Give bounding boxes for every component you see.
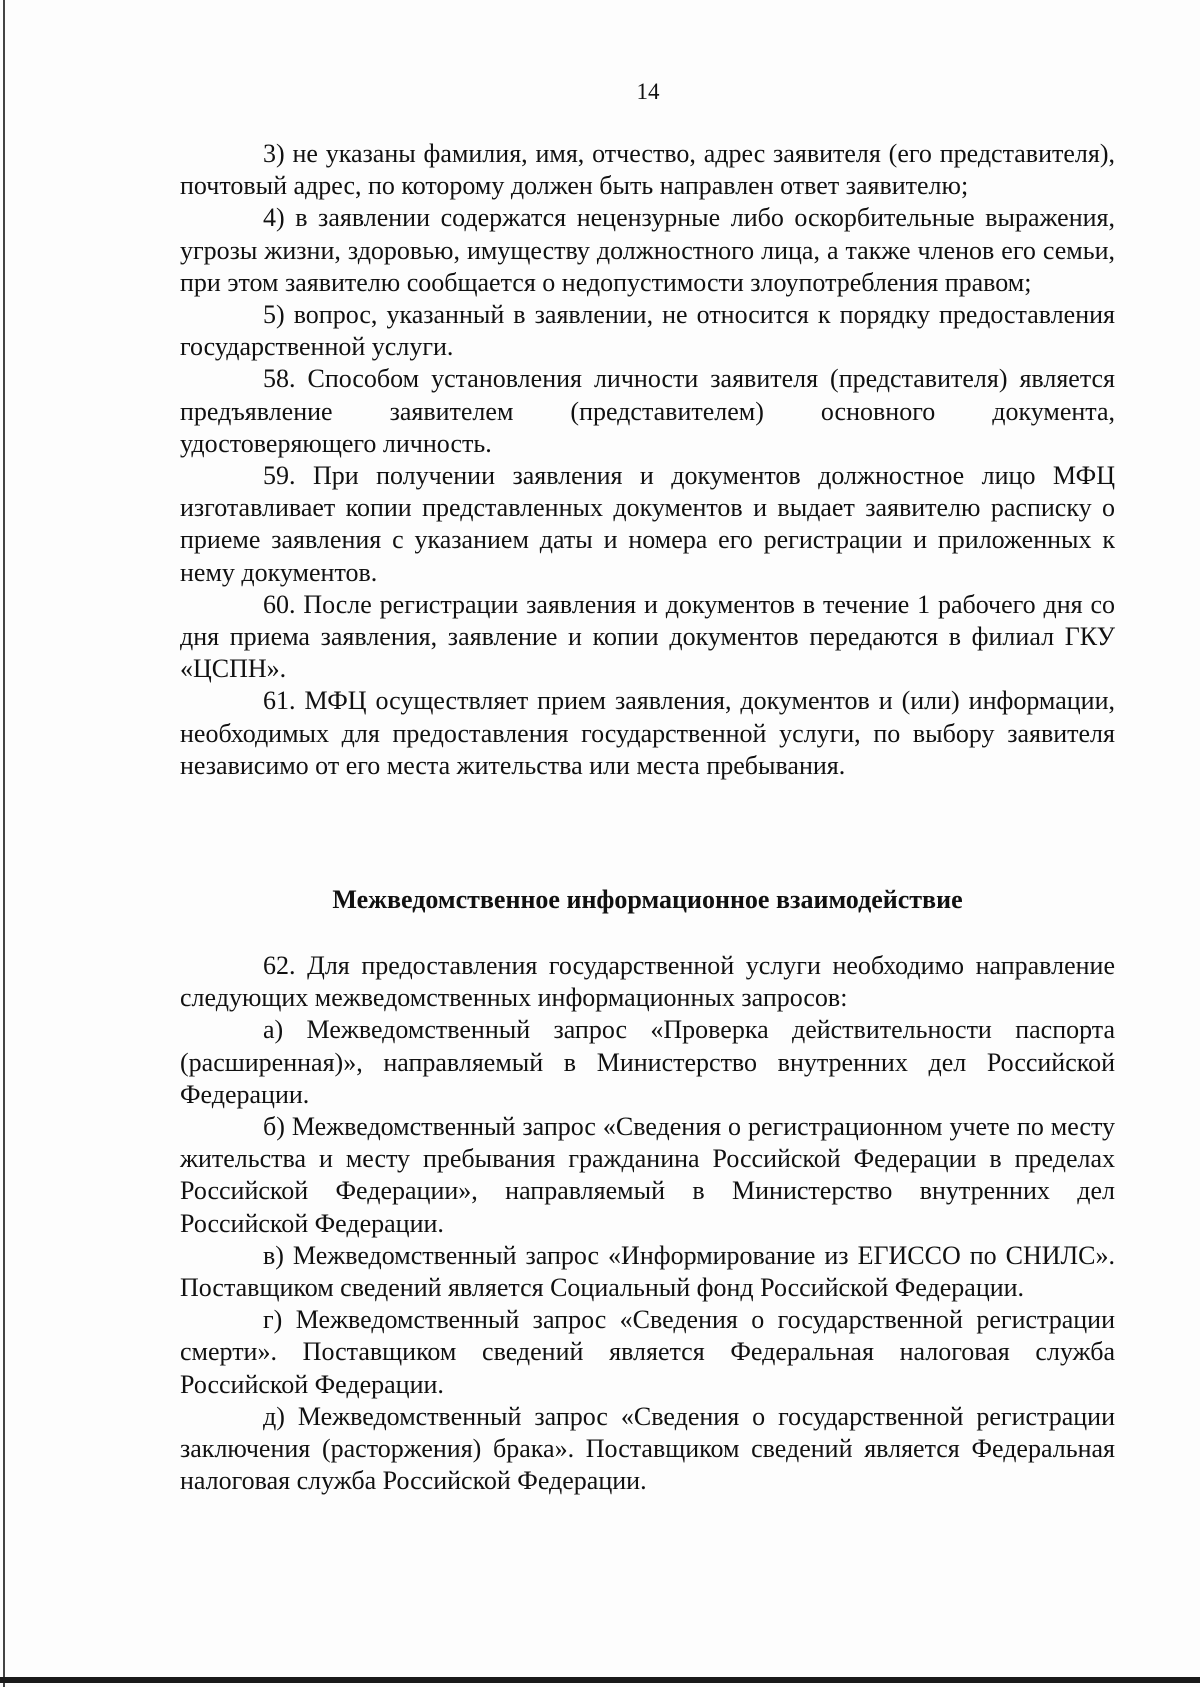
paragraph-62-v: в) Межведомственный запрос «Информирование из ЕГИССО по СНИЛС». Поставщиком сведений является Социальный фонд Российской Федерации. — [180, 1240, 1115, 1303]
section-heading: Межведомственное информационное взаимодействие — [332, 885, 963, 914]
scan-edge-bottom — [0, 1677, 1200, 1683]
paragraph-62-b: б) Межведомственный запрос «Сведения о регистрационном учете по месту жительства и месту пребывания гражданина Российской Федерации в пределах Российской Федерации», направляемый в Министерство внутренних дел Российской Федерации. — [180, 1112, 1115, 1238]
paragraph-59: 59. При получении заявления и документов должностное лицо МФЦ изготавливает копии представленных документов и выдает заявителю расписку о приеме заявления с указанием даты и номера его регистрации и приложенных к нему документов. — [180, 461, 1115, 587]
paragraph-62-d: д) Межведомственный запрос «Сведения о государственной регистрации заключения (расторжения) брака». Поставщиком сведений является Федеральная налоговая служба Российской Федерации. — [180, 1401, 1115, 1496]
page-number: 14 — [636, 79, 660, 104]
paragraph-60: 60. После регистрации заявления и документов в течение 1 рабочего дня со дня приема заявления, заявление и копии документов передаются в филиал ГКУ «ЦСПН». — [180, 589, 1115, 684]
paragraph-61: 61. МФЦ осуществляет прием заявления, документов и (или) информации, необходимых для предоставления государственной услуги, по выбору заявителя независимо от его места жительства или места пребывания. — [180, 686, 1115, 780]
paragraph-62: 62. Для предоставления государственной услуги необходимо направление следующих межведомственных информационных запросов: — [180, 951, 1115, 1013]
body-text-bottom — [180, 950, 1115, 1497]
paragraph-62-a: а) Межведомственный запрос «Проверка действительности паспорта (расширенная)», направляемый в Министерство внутренних дел Российской Федерации. — [180, 1015, 1115, 1109]
body-text-top — [180, 138, 1115, 782]
paragraph-item-3: 3) не указаны фамилия, имя, отчество, адрес заявителя (его представителя), почтовый адрес, по которому должен быть направлен ответ заявителю; — [180, 139, 1115, 201]
paragraph-item-5: 5) вопрос, указанный в заявлении, не относится к порядку предоставления государственной услуги. — [180, 300, 1115, 362]
scan-edge-left — [3, 0, 5, 1687]
paragraph-58: 58. Способом установления личности заявителя (представителя) является предъявление заявителем (представителем) основного документа, удостоверяющего личность. — [180, 364, 1115, 458]
paragraph-62-g: г) Межведомственный запрос «Сведения о государственной регистрации смерти». Поставщиком сведений является Федеральная налоговая служба Российской Федерации. — [180, 1305, 1115, 1399]
paragraph-item-4: 4) в заявлении содержатся нецензурные либо оскорбительные выражения, угрозы жизни, здоровью, имуществу должностного лица, а также членов его семьи, при этом заявителю сообщается о недопустимости злоупотребления правом; — [180, 203, 1115, 297]
